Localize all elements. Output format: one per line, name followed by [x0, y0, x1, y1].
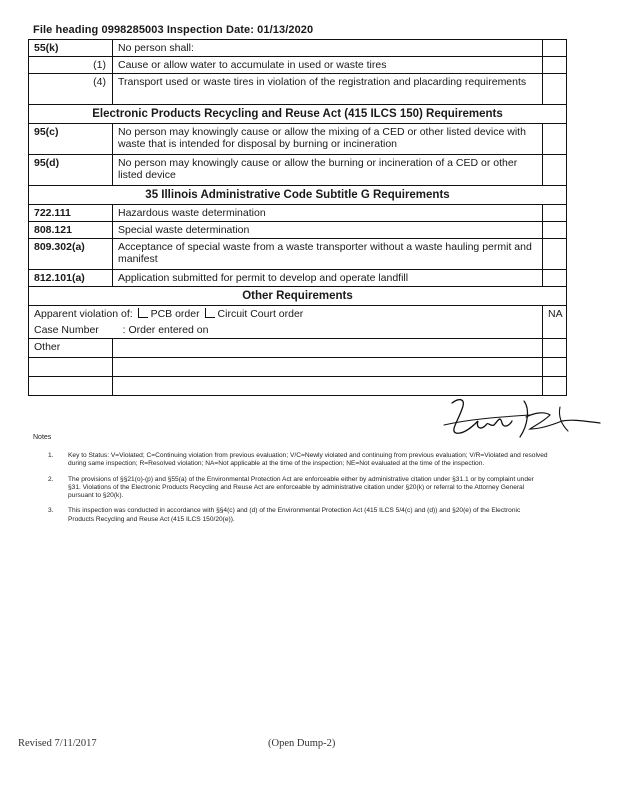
- form-name: (Open Dump-2): [268, 738, 336, 749]
- section-header-row: [29, 287, 567, 306]
- case-number-label: Case Number: [34, 324, 99, 336]
- status-cell[interactable]: [543, 205, 567, 222]
- section-title-iac: 35 Illinois Administrative Code Subtitle G Requirements: [29, 186, 567, 205]
- pcb-order-checkbox[interactable]: [138, 308, 148, 318]
- status-cell[interactable]: [543, 239, 567, 270]
- status-cell[interactable]: [543, 155, 567, 186]
- requirement-text: Acceptance of special waste from a waste transporter without a waste hauling permit and manifest: [113, 239, 543, 270]
- revised-date: Revised 7/11/2017: [18, 738, 97, 749]
- notes-label: Notes: [33, 434, 52, 441]
- code-cell: 55(k): [29, 40, 113, 57]
- note-text: This inspection was conducted in accordance with §§4(c) and (d) of the Environmental Protection Act (415 ILCS 5/4(c) and (d)) and §20(e) of the Electronic Products Recycling and Reuse Act (415 ILCS 150/20(e)).: [68, 507, 521, 523]
- apparent-violation-row: [29, 306, 567, 323]
- code-cell: 95(c): [29, 124, 113, 155]
- code-cell: 809.302(a): [29, 239, 113, 270]
- requirement-text: Application submitted for permit to develop and operate landfill: [113, 270, 543, 287]
- apparent-violation-label: Apparent violation of:: [34, 308, 133, 320]
- section-header-row: [29, 186, 567, 205]
- table-row: [29, 155, 567, 186]
- section-title-epra: Electronic Products Recycling and Reuse Act (415 ILCS 150) Requirements: [29, 105, 567, 124]
- note-number: 2.: [48, 475, 54, 483]
- code-cell: 808.121: [29, 222, 113, 239]
- note-text: Key to Status: V=Violated; C=Continuing violation from previous evaluation; V/C=Newly violated and continuing from previous evaluation; V/R=Violated and resolved during same inspection; R=Resolved violation; NA=Not applicable at the time of the inspection; NE=Not evaluated at the time of the inspection.: [68, 452, 548, 468]
- inspector-signature: [440, 395, 610, 445]
- case-number-cell: [29, 322, 543, 339]
- table-row: [29, 270, 567, 287]
- code-cell: 722.111: [29, 205, 113, 222]
- table-row: [29, 205, 567, 222]
- status-cell[interactable]: [543, 339, 567, 358]
- requirement-text: No person shall:: [113, 40, 543, 57]
- circuit-court-checkbox[interactable]: [205, 308, 215, 318]
- code-cell: 812.101(a): [29, 270, 113, 287]
- requirement-text: No person may knowingly cause or allow the mixing of a CED or other listed device with waste that is intended for disposal by burning or incineration: [113, 124, 543, 155]
- section-title-other: Other Requirements: [29, 287, 567, 306]
- blank-text-cell[interactable]: [113, 377, 543, 396]
- note-item: [48, 452, 548, 469]
- status-cell[interactable]: NA: [543, 306, 567, 339]
- requirement-text: Transport used or waste tires in violation of the registration and placarding requirements: [113, 74, 543, 105]
- table-row: [29, 57, 567, 74]
- case-number-row: [29, 322, 567, 339]
- note-number: 3.: [48, 507, 54, 515]
- other-label: Other: [29, 339, 113, 358]
- requirement-text: Special waste determination: [113, 222, 543, 239]
- note-text: The provisions of §§21(o)-(p) and §55(a) of the Environmental Protection Act are enforceable either by administrative citation under §31.1 or by complaint under §31. Violations of the Electronic Products Recycling and Reuse Act are enforceable by administrative citation under §20(k) or referral to the Attorney General pursuant to §20(k).: [68, 475, 534, 500]
- note-item: [48, 476, 548, 501]
- pcb-order-label: PCB order: [150, 308, 200, 320]
- note-number: 1.: [48, 452, 54, 459]
- order-entered-label: : Order entered on: [122, 324, 209, 336]
- status-cell[interactable]: [543, 358, 567, 377]
- circuit-court-label: Circuit Court order: [217, 308, 304, 320]
- requirements-table: [28, 39, 567, 396]
- subsection-number: (1): [29, 57, 113, 74]
- table-row: [29, 222, 567, 239]
- notes-list: [48, 452, 548, 531]
- requirement-text: Hazardous waste determination: [113, 205, 543, 222]
- status-cell[interactable]: [543, 377, 567, 396]
- table-row: [29, 40, 567, 57]
- requirement-text: No person may knowingly cause or allow the burning or incineration of a CED or other listed device: [113, 155, 543, 186]
- file-heading: File heading 0998285003 Inspection Date: 01/13/2020: [33, 24, 314, 36]
- status-cell[interactable]: [543, 270, 567, 287]
- status-cell[interactable]: [543, 74, 567, 105]
- blank-row: [29, 377, 567, 396]
- status-cell[interactable]: [543, 222, 567, 239]
- status-cell[interactable]: [543, 124, 567, 155]
- table-row: [29, 124, 567, 155]
- other-row: [29, 339, 567, 358]
- note-item: [48, 507, 548, 524]
- section-header-row: [29, 105, 567, 124]
- status-cell[interactable]: [543, 40, 567, 57]
- requirement-text: Cause or allow water to accumulate in used or waste tires: [113, 57, 543, 74]
- blank-text-cell[interactable]: [113, 358, 543, 377]
- blank-row: [29, 358, 567, 377]
- other-text-cell[interactable]: [113, 339, 543, 358]
- status-cell[interactable]: [543, 57, 567, 74]
- table-row: [29, 74, 567, 105]
- table-row: [29, 239, 567, 270]
- code-cell: 95(d): [29, 155, 113, 186]
- subsection-number: (4): [29, 74, 113, 105]
- apparent-violation-cell: [29, 306, 543, 323]
